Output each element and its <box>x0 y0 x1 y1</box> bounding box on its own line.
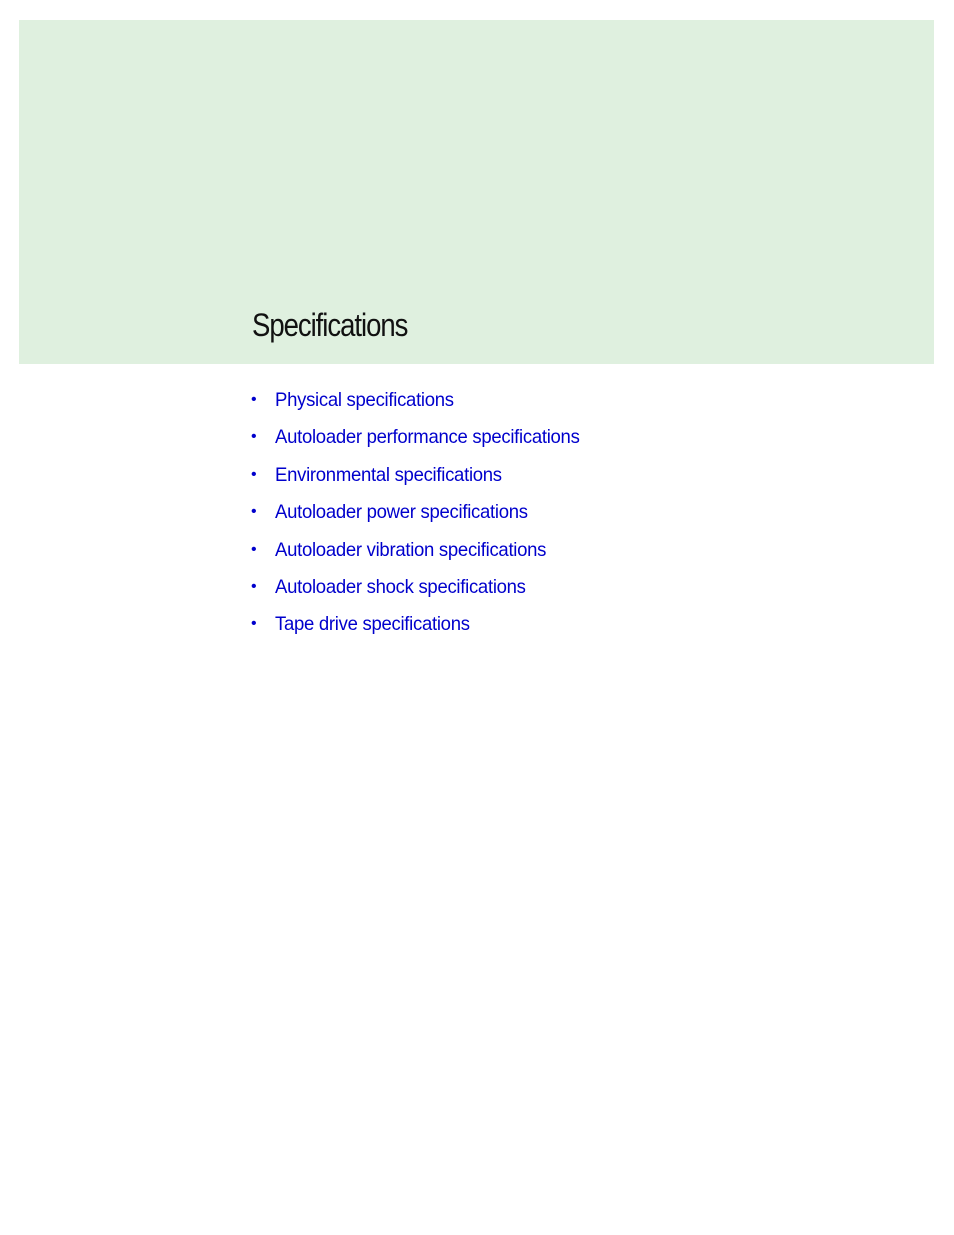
list-item <box>250 458 596 495</box>
bullet-icon: • <box>251 428 257 446</box>
toc-link-autoloader-performance-specifications[interactable]: Autoloader performance specifications <box>275 426 580 449</box>
bullet-icon: • <box>251 577 257 595</box>
bullet-icon: • <box>251 615 257 633</box>
bullet-icon: • <box>251 503 257 521</box>
toc-link-tape-drive-specifications[interactable]: Tape drive specifications <box>275 613 470 636</box>
toc-link-autoloader-shock-specifications[interactable]: Autoloader shock specifications <box>275 575 526 598</box>
list-item <box>250 383 596 420</box>
bullet-icon: • <box>251 391 257 408</box>
bullet-icon: • <box>251 540 257 558</box>
toc-link-physical-specifications[interactable]: Physical specifications <box>275 389 454 411</box>
toc-link-autoloader-vibration-specifications[interactable]: Autoloader vibration specifications <box>275 538 547 561</box>
toc-link-environmental-specifications[interactable]: Environmental specifications <box>275 463 502 486</box>
list-item <box>250 495 596 532</box>
chapter-toc-list <box>250 383 596 645</box>
list-item <box>250 607 596 644</box>
page-title: Specifications <box>252 307 408 343</box>
list-item <box>250 420 596 457</box>
toc-link-autoloader-power-specifications[interactable]: Autoloader power specifications <box>275 501 528 524</box>
chapter-header-band <box>19 20 934 364</box>
list-item <box>250 570 596 607</box>
bullet-icon: • <box>251 465 257 483</box>
list-item <box>250 533 596 570</box>
